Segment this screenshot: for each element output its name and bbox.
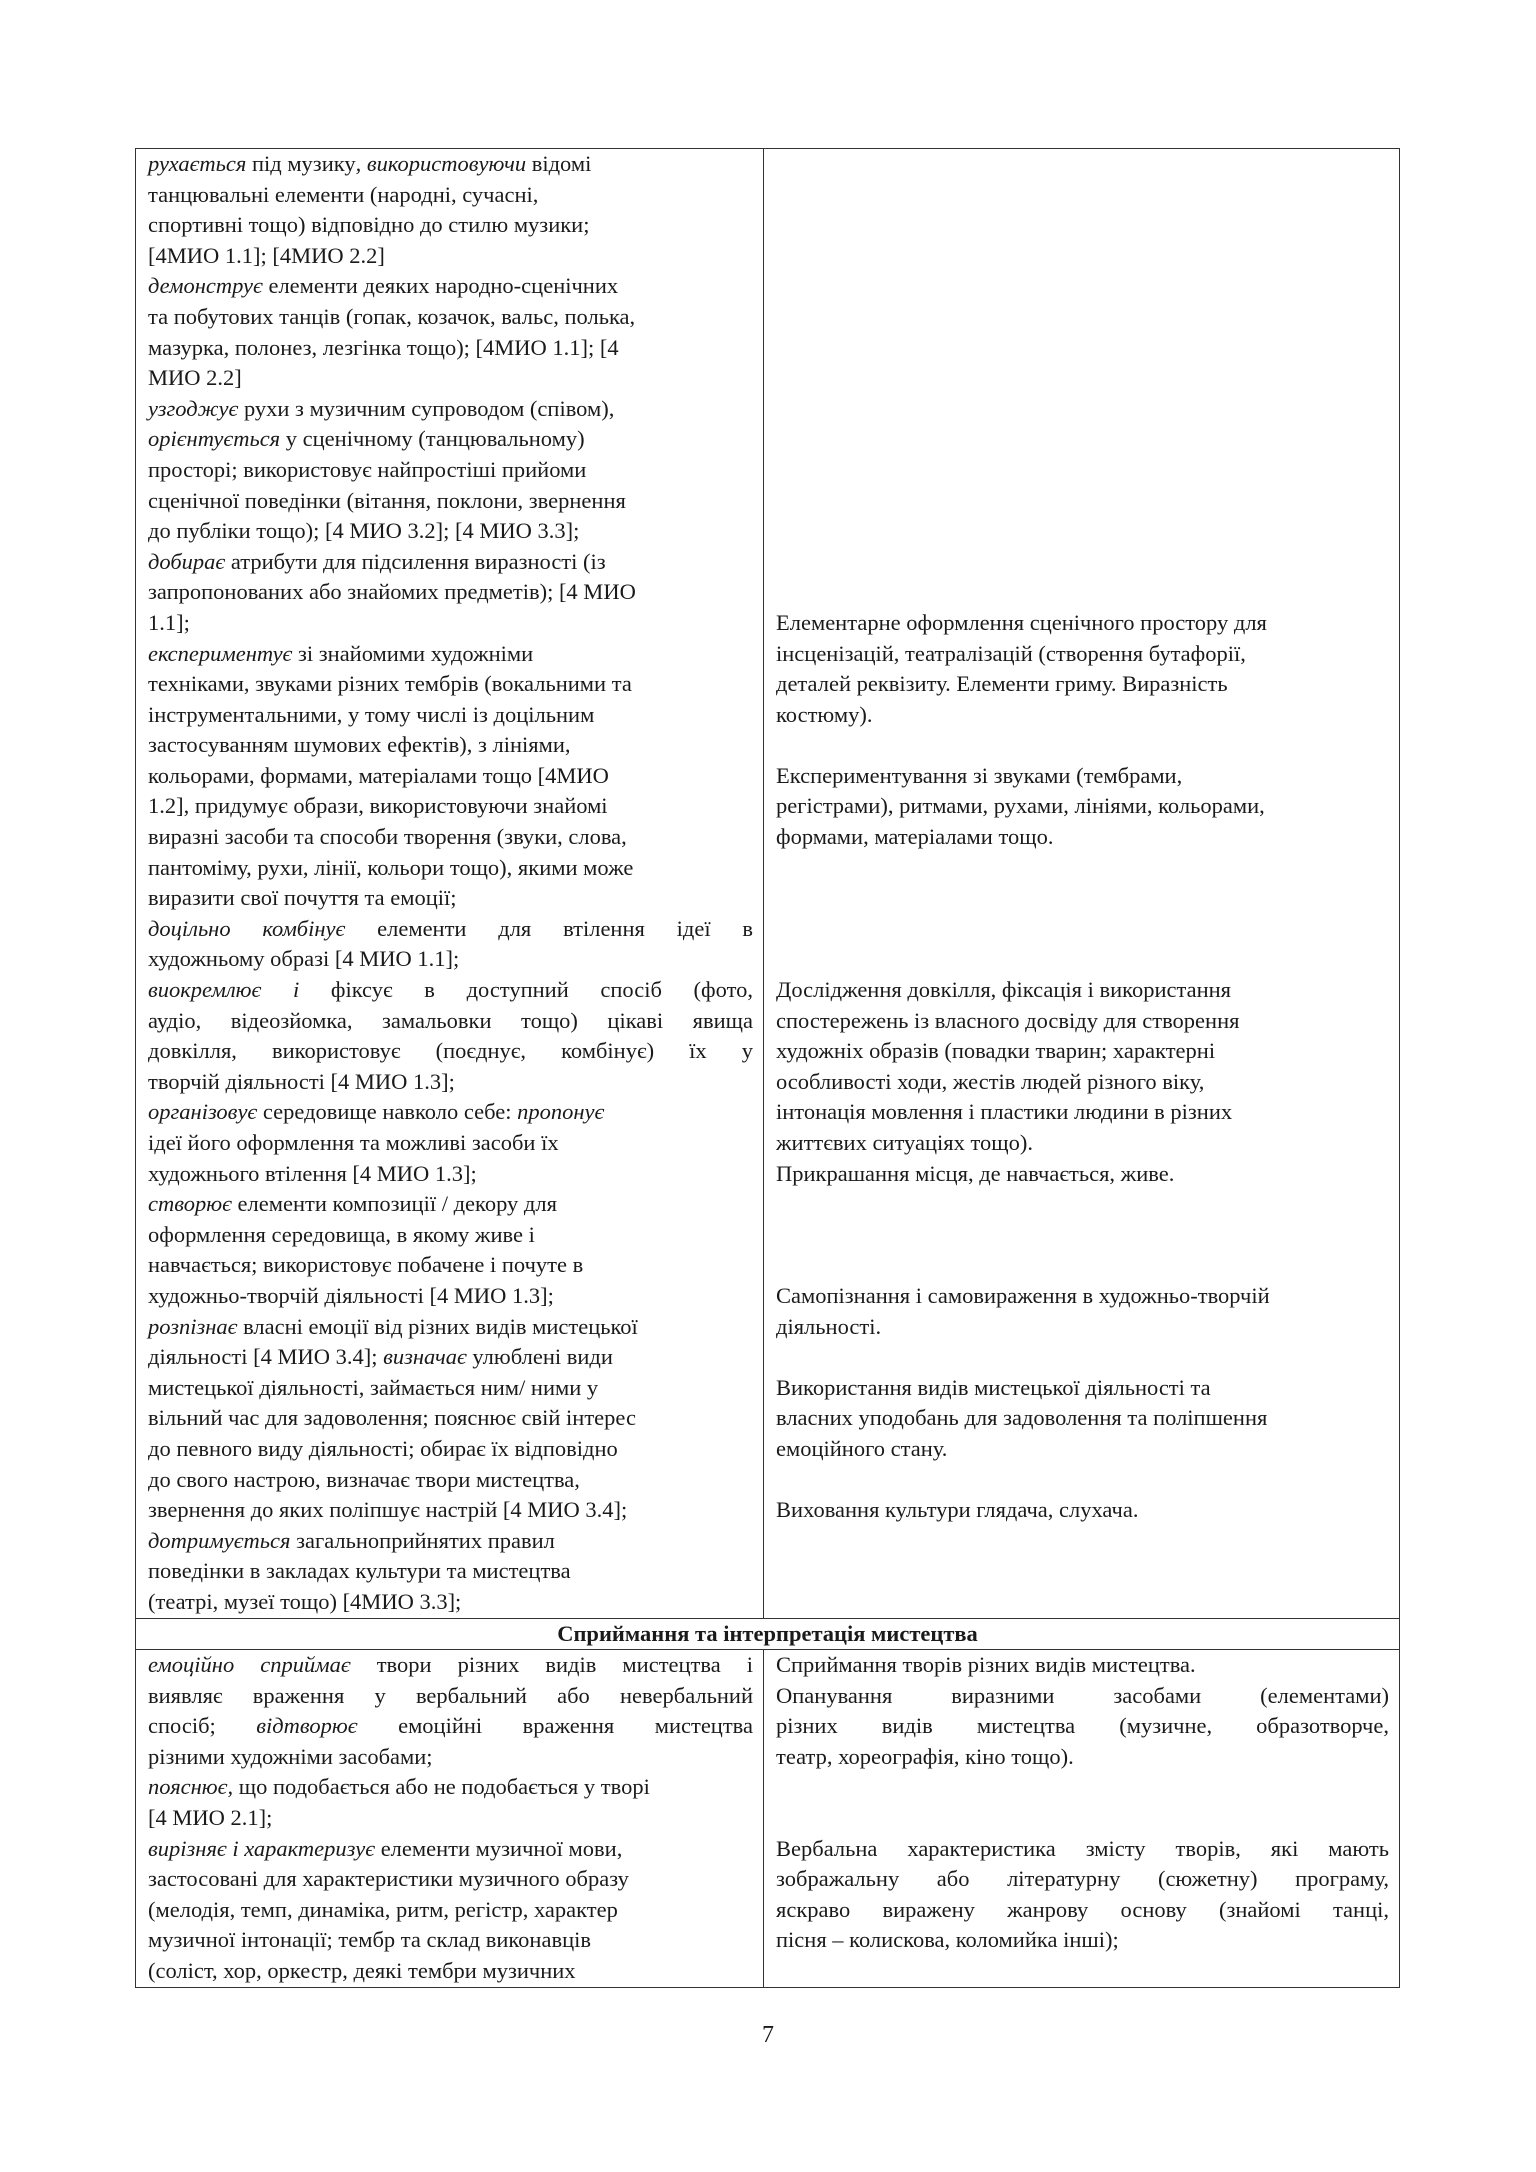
blank-line — [776, 577, 1389, 608]
text-segment: до публіки тощо); [4 МИО 3.2]; [4 МИО 3.3]; — [148, 518, 580, 544]
emphasized-verb: виокремлює і — [148, 977, 300, 1003]
text-segment: техніками, звуками різних тембрів (вокальними та — [148, 671, 632, 697]
blank-line — [776, 730, 1389, 761]
text-line — [148, 271, 753, 302]
text-segment: МИО 2.2] — [148, 365, 242, 391]
text-line — [148, 761, 753, 792]
text-segment: виразні засоби та способи творення (звуки, слова, — [148, 824, 627, 850]
text-segment: мазурка, полонез, лезгінка тощо); [4МИО 1.1]; [4 — [148, 334, 619, 360]
text-segment: елементи музичної мови, — [375, 1835, 623, 1861]
text-segment: кольорами, формами, матеріалами тощо [4МИО — [148, 762, 609, 788]
text-line: різних видів мистецтва (музичне, образотворче, — [776, 1713, 1389, 1739]
text-line — [148, 1956, 753, 1987]
blank-line — [776, 149, 1389, 180]
text-segment: пантоміму, рухи, лінії, кольори тощо), якими може — [148, 854, 634, 880]
text-segment: 1.2], придумує образи, використовуючи знайомі — [148, 793, 608, 819]
text-line — [148, 547, 753, 578]
text-segment: елементи деяких народно-сценічних — [262, 273, 619, 299]
text-segment: просторі; використовує найпростіші прийоми — [148, 456, 587, 482]
learning-outcomes-cell — [136, 1650, 764, 1988]
text-line: Виховання культури глядача, слухача. — [776, 1497, 1139, 1523]
blank-line — [776, 516, 1389, 547]
text-line — [148, 883, 753, 914]
text-segment: навчається; використовує побачене і почуте в — [148, 1252, 584, 1278]
emphasized-verb: визначає — [383, 1344, 467, 1370]
text-line — [148, 1681, 753, 1712]
emphasized-verb: узгоджує — [148, 395, 239, 421]
blank-line — [776, 1250, 1389, 1281]
text-line — [148, 1711, 753, 1742]
text-line — [148, 700, 753, 731]
text-line — [148, 1128, 753, 1159]
text-segment: сценічної поведінки (вітання, поклони, звернення — [148, 487, 626, 513]
text-line: особливості ходи, жестів людей різного віку, — [776, 1068, 1205, 1094]
text-line — [148, 1097, 753, 1128]
text-line: яскраво виражену жанрову основу (знайомі танці, — [776, 1896, 1389, 1922]
text-line — [148, 210, 753, 241]
blank-line — [776, 271, 1389, 302]
text-line: регістрами), ритмами, рухами, лініями, кольорами, — [776, 793, 1265, 819]
text-line: формами, матеріалами тощо. — [776, 824, 1054, 850]
text-line — [148, 639, 753, 670]
text-line: інсценізацій, театралізацій (створення бутафорії, — [776, 640, 1246, 666]
text-line — [148, 1067, 753, 1098]
text-line — [148, 516, 753, 547]
content-table — [135, 148, 1400, 1988]
blank-line — [776, 853, 1389, 884]
text-segment: твори різних видів мистецтва і — [350, 1652, 754, 1678]
text-line — [148, 149, 753, 180]
text-segment: виявляє враження у вербальний або невербальний — [148, 1682, 753, 1708]
blank-line — [776, 394, 1389, 425]
text-segment: рухи з музичним супроводом (співом), — [238, 395, 615, 421]
text-line — [148, 914, 753, 945]
text-segment: художньому образі [4 МИО 1.1]; — [148, 946, 460, 972]
text-line — [148, 1312, 753, 1343]
text-segment: елементи для втілення ідеї в — [345, 915, 753, 941]
text-segment: та побутових танців (гопак, козачок, вальс, полька, — [148, 303, 636, 329]
text-line — [148, 1556, 753, 1587]
text-line — [148, 1925, 753, 1956]
text-line — [148, 1526, 753, 1557]
text-line — [148, 394, 753, 425]
text-line — [148, 1465, 753, 1496]
text-line — [148, 1006, 753, 1037]
text-segment: до свого настрою, визначає твори мистецтва, — [148, 1466, 580, 1492]
text-segment: мистецької діяльності, займається ним/ ними у — [148, 1374, 599, 1400]
text-segment: звернення до яких поліпшує настрій [4 МИО 3.4]; — [148, 1497, 628, 1523]
text-line — [148, 608, 753, 639]
text-segment: відомі — [526, 151, 592, 176]
text-segment: музичної інтонації; тембр та склад виконавців — [148, 1927, 592, 1953]
content-cell — [764, 1650, 1400, 1988]
text-line — [148, 975, 753, 1006]
text-segment: зі знайомими художніми — [292, 640, 534, 666]
emphasized-verb: пояснює, — [148, 1774, 234, 1800]
text-segment: елементи композиції / декору для — [231, 1191, 557, 1217]
text-segment: вільний час для задоволення; пояснює свій інтерес — [148, 1405, 636, 1431]
text-line: Експериментування зі звуками (тембрами, — [776, 762, 1183, 788]
text-line: деталей реквізиту. Елементи гриму. Виразність — [776, 671, 1228, 697]
text-segment: художньо-творчій діяльності [4 МИО 1.3]; — [148, 1282, 554, 1308]
text-line: Дослідження довкілля, фіксація і використання — [776, 977, 1232, 1003]
text-line — [148, 455, 753, 486]
blank-line — [776, 210, 1389, 241]
emphasized-verb: пропонує — [517, 1099, 605, 1125]
text-line — [148, 1250, 753, 1281]
text-line: пісня – колискова, коломийка інші); — [776, 1927, 1119, 1953]
text-line — [148, 1189, 753, 1220]
blank-line — [776, 302, 1389, 333]
text-line — [148, 180, 753, 211]
text-line: художніх образів (повадки тварин; характерні — [776, 1038, 1216, 1064]
text-line — [148, 669, 753, 700]
text-segment: що подобається або не подобається у творі — [233, 1774, 650, 1800]
text-segment: поведінки в закладах культури та мистецтва — [148, 1558, 571, 1584]
text-line — [148, 302, 753, 333]
text-segment: у сценічному (танцювальному) — [280, 426, 585, 452]
page-number: 7 — [762, 2022, 774, 2048]
content-cell — [764, 149, 1400, 1619]
text-line — [148, 1403, 753, 1434]
text-line — [148, 1772, 753, 1803]
emphasized-verb: добирає — [148, 548, 226, 574]
text-line: життєвих ситуаціях тощо). — [776, 1130, 1033, 1155]
text-line — [148, 424, 753, 455]
blank-line — [776, 1189, 1389, 1220]
text-line — [148, 1281, 753, 1312]
text-segment: до певного виду діяльності; обирає їх відповідно — [148, 1435, 618, 1461]
text-line — [148, 822, 753, 853]
text-line — [148, 1742, 753, 1773]
text-line — [148, 791, 753, 822]
blank-line — [776, 1956, 1389, 1987]
blank-line — [776, 883, 1389, 914]
blank-line — [776, 455, 1389, 486]
text-line — [148, 1650, 753, 1681]
emphasized-verb: дотримується — [148, 1527, 291, 1553]
text-line: Опанування виразними засобами (елементами) — [776, 1682, 1389, 1708]
text-segment: застосуванням шумових ефектів), з лініями, — [148, 732, 571, 758]
text-line: Прикрашання місця, де навчається, живе. — [776, 1160, 1175, 1186]
blank-line — [776, 333, 1389, 364]
text-line: театр, хореографія, кіно тощо). — [776, 1743, 1074, 1769]
text-line: Сприймання творів різних видів мистецтва. — [776, 1652, 1196, 1678]
text-line — [148, 1834, 753, 1865]
emphasized-verb: розпізнає — [148, 1313, 238, 1339]
text-line — [148, 1864, 753, 1895]
text-segment: танцювальні елементи (народні, сучасні, — [148, 181, 539, 207]
text-segment: творчій діяльності [4 МИО 1.3]; — [148, 1068, 455, 1094]
text-line — [148, 1159, 753, 1190]
text-segment: оформлення середовища, в якому живе і — [148, 1221, 535, 1247]
text-line — [148, 1342, 753, 1373]
text-line — [148, 577, 753, 608]
text-segment: запропонованих або знайомих предметів); [4 МИО — [148, 579, 636, 605]
text-segment: спосіб; — [148, 1713, 257, 1739]
text-segment: під музику — [246, 151, 356, 176]
text-segment: середовище навколо себе: — [257, 1099, 518, 1125]
text-segment: [4МИО 1.1]; [4МИО 2.2] — [148, 242, 385, 268]
table-row — [136, 1650, 1400, 1988]
text-segment: ідеї його оформлення та можливі засоби їх — [148, 1130, 559, 1155]
text-segment: різними художніми засобами; — [148, 1743, 433, 1769]
emphasized-verb: демонструє — [148, 273, 263, 299]
section-heading: Сприймання та інтерпретація мистецтва — [136, 1618, 1400, 1650]
blank-line — [776, 241, 1389, 272]
emphasized-verb: вирізняє і характеризує — [148, 1835, 376, 1861]
emphasized-verb: орієнтується — [148, 426, 281, 452]
emphasized-verb: , використовуючи — [355, 151, 527, 176]
text-segment: [4 МИО 2.1]; — [148, 1805, 273, 1831]
text-line — [148, 853, 753, 884]
text-segment: аудіо, відеозйомка, замальовки тощо) цікаві явища — [148, 1007, 753, 1033]
learning-outcomes-cell — [136, 149, 764, 1619]
text-line: Самопізнання і самовираження в художньо-творчій — [776, 1282, 1270, 1308]
text-segment: атрибути для підсилення виразності (із — [225, 548, 606, 574]
emphasized-verb: створює — [148, 1191, 232, 1217]
text-segment: улюблені види — [466, 1344, 613, 1370]
blank-line — [776, 424, 1389, 455]
blank-line — [776, 547, 1389, 578]
emphasized-verb: відтворює — [256, 1713, 358, 1739]
text-line — [148, 486, 753, 517]
text-line: Елементарне оформлення сценічного простору для — [776, 609, 1267, 635]
blank-line — [776, 914, 1389, 945]
text-line — [148, 1495, 753, 1526]
emphasized-verb: організовує — [148, 1099, 258, 1125]
text-line: власних уподобань для задоволення та поліпшення — [776, 1405, 1268, 1431]
table-row — [136, 1618, 1400, 1650]
text-line: інтонація мовлення і пластики людини в різних — [776, 1099, 1233, 1125]
text-segment: застосовані для характеристики музичного образу — [148, 1866, 629, 1892]
text-segment: емоційні враження мистецтва — [357, 1713, 753, 1739]
text-segment: (соліст, хор, оркестр, деякі тембри музичних — [148, 1958, 576, 1984]
emphasized-verb: експериментує — [148, 640, 293, 666]
text-segment: художнього втілення [4 МИО 1.3]; — [148, 1160, 477, 1186]
blank-line — [776, 363, 1389, 394]
text-line: Вербальна характеристика змісту творів, які мають — [776, 1835, 1389, 1861]
text-line — [148, 241, 753, 272]
text-segment: 1.1]; — [148, 609, 190, 635]
text-line: емоційного стану. — [776, 1435, 948, 1461]
text-line — [148, 363, 753, 394]
emphasized-verb: емоційно сприймає — [148, 1652, 351, 1678]
text-line: діяльності. — [776, 1313, 882, 1339]
text-line: зображальну або літературну (сюжетну) програму, — [776, 1866, 1389, 1892]
text-line — [148, 1587, 753, 1618]
text-segment: діяльності [4 МИО 3.4]; — [148, 1344, 384, 1370]
blank-line — [776, 1465, 1389, 1496]
blank-line — [776, 1342, 1389, 1373]
blank-line — [776, 486, 1389, 517]
text-segment: (театрі, музеї тощо) [4МИО 3.3]; — [148, 1588, 462, 1614]
text-segment: (мелодія, темп, динаміка, ритм, регістр, характер — [148, 1896, 618, 1922]
text-line — [148, 1434, 753, 1465]
text-segment: загальноприйнятих правил — [290, 1527, 555, 1553]
table-row — [136, 149, 1400, 1619]
text-line: Використання видів мистецької діяльності та — [776, 1374, 1211, 1400]
blank-line — [776, 944, 1389, 975]
emphasized-verb: рухається — [148, 151, 247, 176]
text-segment: довкілля, використовує (поєднує, комбінує) їх у — [148, 1038, 753, 1064]
text-line — [148, 1895, 753, 1926]
text-segment: фіксує в доступний спосіб (фото, — [299, 977, 753, 1003]
blank-line — [776, 180, 1389, 211]
text-line — [148, 1036, 753, 1067]
text-line — [148, 1373, 753, 1404]
blank-line — [776, 1772, 1389, 1803]
text-line: костюму). — [776, 701, 873, 727]
emphasized-verb: доцільно комбінує — [148, 915, 346, 941]
text-segment: виразити свої почуття та емоції; — [148, 885, 457, 911]
text-segment: власні емоції від різних видів мистецької — [237, 1313, 638, 1339]
text-segment: спортивні тощо) відповідно до стилю музики; — [148, 212, 590, 238]
text-line — [148, 1220, 753, 1251]
text-line — [148, 730, 753, 761]
text-segment: інструментальними, у тому числі із доцільним — [148, 701, 595, 727]
text-line — [148, 944, 753, 975]
blank-line — [776, 1220, 1389, 1251]
text-line — [148, 333, 753, 364]
text-line: спостережень із власного досвіду для створення — [776, 1007, 1240, 1033]
blank-line — [776, 1803, 1389, 1834]
text-line — [148, 1803, 753, 1834]
